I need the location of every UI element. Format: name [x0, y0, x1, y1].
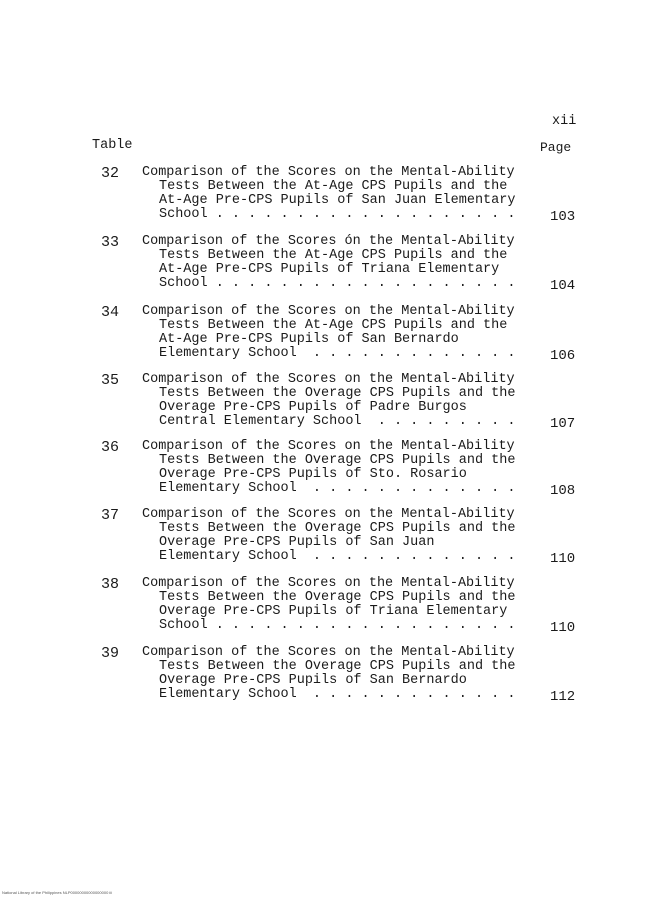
entry-page: 104 — [550, 278, 576, 294]
entry-number: 32 — [101, 165, 120, 182]
toc-entry-39 — [0, 645, 650, 715]
entry-page: 110 — [550, 620, 576, 636]
toc-entry-38 — [0, 576, 650, 646]
entry-title-line-1: Comparison of the Scores on the Mental-Ability — [142, 304, 515, 319]
entry-title-line-1: Comparison of the Scores on the Mental-Ability — [142, 165, 515, 180]
entry-title-line-1: Comparison of the Scores on the Mental-Ability — [142, 372, 515, 387]
entry-title-line-4: Elementary School . . . . . . . . . . . . . — [159, 481, 516, 496]
entry-page: 106 — [550, 348, 576, 364]
entry-title-line-1: Comparison of the Scores on the Mental-Ability — [142, 576, 515, 591]
entry-page: 112 — [550, 689, 576, 705]
entry-title-line-3: Overage Pre-CPS Pupils of San Bernardo — [159, 673, 467, 688]
entry-title-line-2: Tests Between the At-Age CPS Pupils and the — [159, 318, 508, 333]
entry-page: 108 — [550, 483, 576, 499]
entry-title-line-4: Elementary School . . . . . . . . . . . . . — [159, 549, 516, 564]
entry-number: 38 — [101, 576, 120, 593]
entry-title-line-1: Comparison of the Scores on the Mental-Ability — [142, 507, 515, 522]
column-header-table: Table — [92, 138, 133, 153]
entry-number: 39 — [101, 645, 120, 662]
page-number: xii — [552, 114, 577, 129]
entry-number: 33 — [101, 234, 120, 251]
column-header-page: Page — [540, 140, 572, 155]
entry-title-line-4: School . . . . . . . . . . . . . . . . . . . — [159, 618, 516, 633]
entry-title-line-4: Elementary School . . . . . . . . . . . . . — [159, 346, 516, 361]
entry-title-line-3: At-Age Pre-CPS Pupils of Triana Elementary — [159, 262, 500, 277]
entry-number: 37 — [101, 507, 120, 524]
toc-entry-32 — [0, 165, 650, 235]
toc-entry-37 — [0, 507, 650, 577]
entry-title-line-2: Tests Between the Overage CPS Pupils and the — [159, 453, 516, 468]
entry-number: 35 — [101, 372, 120, 389]
entry-page: 110 — [550, 551, 576, 567]
entry-title-line-2: Tests Between the Overage CPS Pupils and the — [159, 659, 516, 674]
entry-title-line-1: Comparison of the Scores ón the Mental-Ability — [142, 234, 515, 249]
entry-title-line-4: School . . . . . . . . . . . . . . . . . . . — [159, 207, 516, 222]
entry-number: 36 — [101, 439, 120, 456]
entry-title-line-2: Tests Between the Overage CPS Pupils and the — [159, 386, 516, 401]
toc-entry-34 — [0, 304, 650, 374]
entry-page: 103 — [550, 209, 576, 225]
entry-title-line-1: Comparison of the Scores on the Mental-Ability — [142, 439, 515, 454]
entry-number: 34 — [101, 304, 120, 321]
footer-stamp: National Library of the Philippines NLP00000000000000000 iii — [2, 890, 113, 895]
entry-title-line-1: Comparison of the Scores on the Mental-Ability — [142, 645, 515, 660]
entry-title-line-2: Tests Between the Overage CPS Pupils and the — [159, 590, 516, 605]
entry-title-line-3: At-Age Pre-CPS Pupils of San Juan Elementary — [159, 193, 516, 208]
entry-title-line-3: Overage Pre-CPS Pupils of Triana Elementary — [159, 604, 508, 619]
toc-entry-35 — [0, 372, 650, 442]
toc-entry-36 — [0, 439, 650, 509]
toc-entry-33 — [0, 234, 650, 304]
entry-title-line-2: Tests Between the At-Age CPS Pupils and the — [159, 179, 508, 194]
entry-title-line-3: Overage Pre-CPS Pupils of San Juan — [159, 535, 435, 550]
entry-title-line-2: Tests Between the Overage CPS Pupils and the — [159, 521, 516, 536]
entry-title-line-3: At-Age Pre-CPS Pupils of San Bernardo — [159, 332, 459, 347]
entry-title-line-3: Overage Pre-CPS Pupils of Padre Burgos — [159, 400, 467, 415]
entry-page: 107 — [550, 416, 576, 432]
entry-title-line-3: Overage Pre-CPS Pupils of Sto. Rosario — [159, 467, 467, 482]
entry-title-line-4: School . . . . . . . . . . . . . . . . . . . — [159, 276, 516, 291]
entry-title-line-2: Tests Between the At-Age CPS Pupils and the — [159, 248, 508, 263]
entry-title-line-4: Elementary School . . . . . . . . . . . . . — [159, 687, 516, 702]
entry-title-line-4: Central Elementary School . . . . . . . . . — [159, 414, 516, 429]
